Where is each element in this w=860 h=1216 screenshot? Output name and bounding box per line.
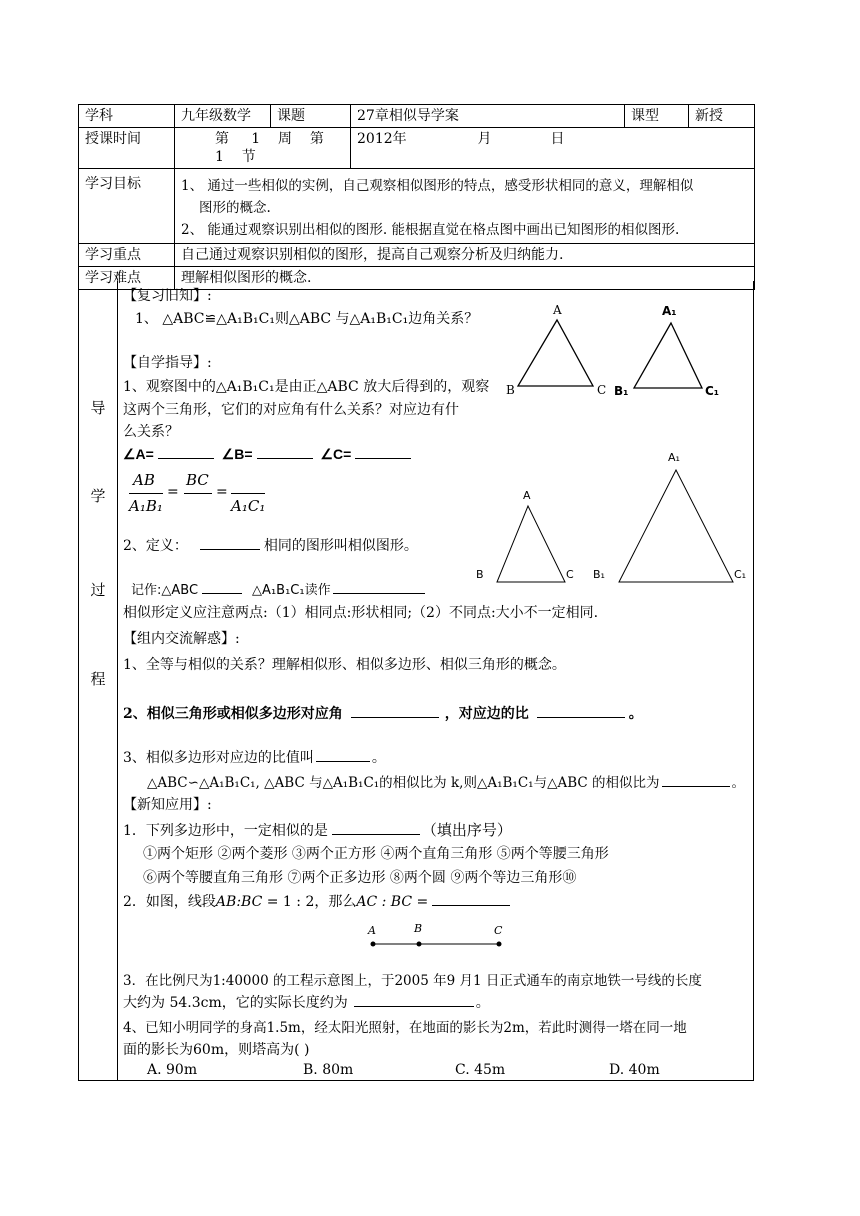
tri2-label-a: A₁ xyxy=(662,304,677,318)
goals-label: 学习目标 xyxy=(79,169,175,244)
type-label: 课型 xyxy=(625,105,689,128)
type-value: 新授 xyxy=(689,105,755,128)
apply-q1-a: 1．下列多边形中，一定相似的是 xyxy=(123,823,328,839)
frac-ac-den: A₁C₁ xyxy=(231,497,266,515)
review-question: 1、 △ABC≌△A₁B₁C₁则△ABC 与△A₁B₁C₁边角关系？ xyxy=(135,311,479,327)
note-points: 相似形定义应注意两点:（1）相同点:形状相同;（2）不同点:大小不一定相同. xyxy=(123,605,599,621)
date-year: 2012年 xyxy=(357,131,407,147)
self-q1-line2: 这两个三角形，它们的对应角有什么关系？对应边有什 xyxy=(123,402,459,418)
side-char-2: 学 xyxy=(90,487,106,505)
apply-q4-line1: 4、已知小明同学的身高1.5m，经太阳光照射，在地面的影长为2m，若此时测得一塔在同一地 xyxy=(123,1020,687,1036)
tri2-label-b: B₁ xyxy=(614,384,629,398)
tri2-label-c: C₁ xyxy=(705,384,720,398)
side-char-3: 过 xyxy=(90,581,106,599)
apply-q2-d: AC : BC xyxy=(356,894,413,910)
apply-q2-b: AB:BC xyxy=(215,894,263,910)
self-q1-line3: 么关系？ xyxy=(123,424,179,440)
option-a: A. 90m xyxy=(147,1062,198,1078)
def-suffix: 相同的图形叫相似图形。 xyxy=(263,538,418,554)
tri3-label-c: C xyxy=(566,568,574,581)
triangle-abc-large xyxy=(497,506,565,582)
goal-1: 1、 通过一些相似的实例，自己观察相似图形的特点，感受形状相同的意义，理解相似 xyxy=(181,178,694,194)
option-c: C. 45m xyxy=(455,1062,506,1078)
equals-2: = xyxy=(216,484,228,500)
note-mid: △A₁B₁C₁读作 xyxy=(252,583,331,598)
section-prefix: 第 xyxy=(309,131,324,147)
apply-title: 【新知应用】: xyxy=(123,797,212,813)
key-value: 自己通过观察识别相似的图形，提高自己观察分析及归纳能力. xyxy=(175,244,755,267)
triangle-abc-small xyxy=(518,320,593,386)
tri4-label-a: A₁ xyxy=(668,451,680,464)
frac-bc-num: BC xyxy=(186,471,209,489)
group-q2-c: 。 xyxy=(628,706,643,722)
group-q2-a: 2、相似三角形或相似多边形对应角 xyxy=(123,706,343,722)
tri3-label-b: B xyxy=(476,568,484,581)
self-study-title: 【自学指导】: xyxy=(123,355,212,371)
group-q3-c: △ABC∽△A₁B₁C₁, △ABC 与△A₁B₁C₁的相似比为 k,则△A₁B₁C₁与△ABC 的相似比为 xyxy=(147,775,660,791)
apply-options-2: ⑥两个等腰直角三角形 ⑦两个正多边形 ⑧两个圆 ⑨两个等边三角形⑩ xyxy=(143,870,577,886)
date-month: 月 xyxy=(477,131,492,147)
option-d: D. 40m xyxy=(609,1062,660,1078)
option-b: B. 80m xyxy=(303,1062,354,1078)
apply-q2-e: = xyxy=(412,894,429,910)
key-label: 学习重点 xyxy=(79,244,175,267)
frac-ab-den: A₁B₁ xyxy=(129,497,163,515)
angle-c: ∠C= xyxy=(320,446,352,462)
group-q3-a: 3、相似多边形对应边的比值叫 xyxy=(123,750,314,766)
tri3-label-a: A xyxy=(523,489,531,502)
tri1-label-b: B xyxy=(506,383,515,397)
triangle-a1b1c1-small xyxy=(634,323,702,388)
group-title: 【组内交流解惑】: xyxy=(123,631,240,647)
self-q1-line1: 1、观察图中的△A₁B₁C₁是由正△ABC 放大后得到的，观察 xyxy=(123,379,490,395)
angle-b: ∠B= xyxy=(221,446,253,462)
note-prefix: 记作:△ABC xyxy=(131,583,199,598)
subject-label: 学科 xyxy=(79,105,175,128)
group-q2-b: ，对应边的比 xyxy=(444,706,529,722)
apply-q1-b: （填出序号） xyxy=(421,821,512,839)
topic-label: 课题 xyxy=(271,105,351,128)
group-q3-d: 。 xyxy=(731,775,745,791)
apply-options-1: ①两个矩形 ②两个菱形 ③两个正方形 ④两个直角三角形 ⑤两个等腰三角形 xyxy=(143,846,609,862)
review-title: 【复习旧知】: xyxy=(123,288,212,304)
triangle-a1b1c1-large xyxy=(619,470,733,582)
group-q1: 1、全等与相似的关系？理解相似形、相似多边形、相似三角形的概念。 xyxy=(123,657,566,673)
segment-label-c: C xyxy=(494,924,503,937)
week-num: 1 xyxy=(251,131,261,147)
time-label: 授课时间 xyxy=(79,128,175,169)
week-unit: 周 xyxy=(278,131,292,147)
side-char-4: 程 xyxy=(90,670,106,688)
segment-label-b: B xyxy=(414,922,423,935)
difficulty-value: 理解相似图形的概念. xyxy=(175,267,755,290)
tri4-label-c: C₁ xyxy=(734,568,747,581)
segment-label-a: A xyxy=(368,924,376,937)
subject-value: 九年级数学 xyxy=(175,105,271,128)
tri1-label-a: A xyxy=(553,303,562,317)
goal-2: 2、 能通过观察识别出相似的图形. 能根据直觉在格点图中画出已知图形的相似图形. xyxy=(181,222,680,238)
side-char-1: 导 xyxy=(90,399,106,417)
section-unit: 节 xyxy=(241,149,256,165)
week-prefix: 第 xyxy=(215,131,229,147)
tri1-label-c: C xyxy=(597,383,607,397)
apply-q3-c: 。 xyxy=(475,995,490,1011)
group-q3-b: 。 xyxy=(371,750,386,766)
apply-q4-line2: 面的影长为60m，则塔高为( ) xyxy=(123,1042,310,1058)
def-prefix: 2、定义： xyxy=(123,538,188,554)
tri4-label-b: B₁ xyxy=(593,568,605,581)
equals-1: = xyxy=(167,484,179,500)
goal-1-cont: 图形的概念. xyxy=(199,200,271,216)
apply-q2-a: 2．如图，线段 xyxy=(123,894,216,910)
topic-value: 27章相似导学案 xyxy=(351,105,625,128)
apply-q2-c: = 1 : 2，那么 xyxy=(262,894,357,910)
apply-q3-b: 大约为 54.3cm，它的实际长度约为 xyxy=(123,995,348,1011)
date-day: 日 xyxy=(550,131,565,147)
angle-a: ∠A= xyxy=(123,446,154,462)
frac-ab-num: AB xyxy=(133,471,155,489)
difficulty-label: 学习难点 xyxy=(79,267,175,290)
apply-q3-line1: 3．在比例尺为1:40000 的工程示意图上，于2005 年9 月1 日正式通车的南京地铁一号线的长度 xyxy=(123,973,702,989)
section-num: 1 xyxy=(215,149,224,165)
